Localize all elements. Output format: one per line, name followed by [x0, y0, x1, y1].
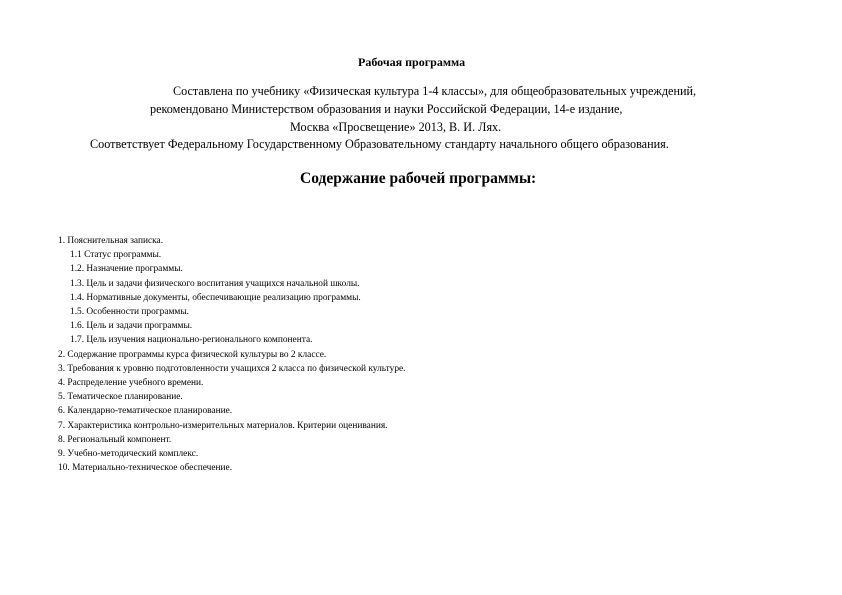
- toc-item: 1. Пояснительная записка.: [58, 236, 164, 246]
- contents-heading: Содержание рабочей программы:: [300, 170, 537, 187]
- toc-item: 3. Требования к уровню подготовленности учащихся 2 класса по физической культуре.: [58, 364, 406, 374]
- toc-item: 9. Учебно-методический комплекс.: [58, 449, 199, 459]
- intro-line-1: Составлена по учебнику «Физическая культура 1-4 классы», для общеобразовательных учреждений,: [173, 84, 697, 98]
- document-title: Рабочая программа: [358, 55, 466, 69]
- intro-line-4: Соответствует Федеральному Государственному Образовательному стандарту начального общего образования.: [90, 137, 669, 151]
- toc-item: 7. Характеристика контрольно-измерительных материалов. Критерии оценивания.: [58, 421, 388, 431]
- toc-item: 1.3. Цель и задачи физического воспитания учащихся начальной школы.: [70, 279, 360, 289]
- toc-item: 6. Календарно-тематическое планирование.: [58, 406, 233, 416]
- intro-line-2: рекомендовано Министерством образования и науки Российской Федерации, 14-е издание,: [150, 102, 623, 116]
- toc-item: 4. Распределение учебного времени.: [58, 378, 204, 388]
- toc-item: 1.6. Цель и задачи программы.: [70, 321, 193, 331]
- toc-item: 1.4. Нормативные документы, обеспечивающие реализацию программы.: [70, 293, 361, 303]
- toc-item: 2. Содержание программы курса физической культуры во 2 классе.: [58, 350, 327, 360]
- toc-item: 10. Материально-техническое обеспечение.: [58, 463, 233, 473]
- toc-item: 1.7. Цель изучения национально-регионального компонента.: [70, 335, 313, 345]
- toc-item: 1.5. Особенности программы.: [70, 307, 190, 317]
- toc-item: 1.2. Назначение программы.: [70, 264, 183, 274]
- toc-item: 8. Региональный компонент.: [58, 435, 172, 445]
- intro-line-3: Москва «Просвещение» 2013, В. И. Лях.: [290, 120, 502, 134]
- toc-item: 1.1 Статус программы.: [70, 250, 162, 260]
- toc-item: 5. Тематическое планирование.: [58, 392, 183, 402]
